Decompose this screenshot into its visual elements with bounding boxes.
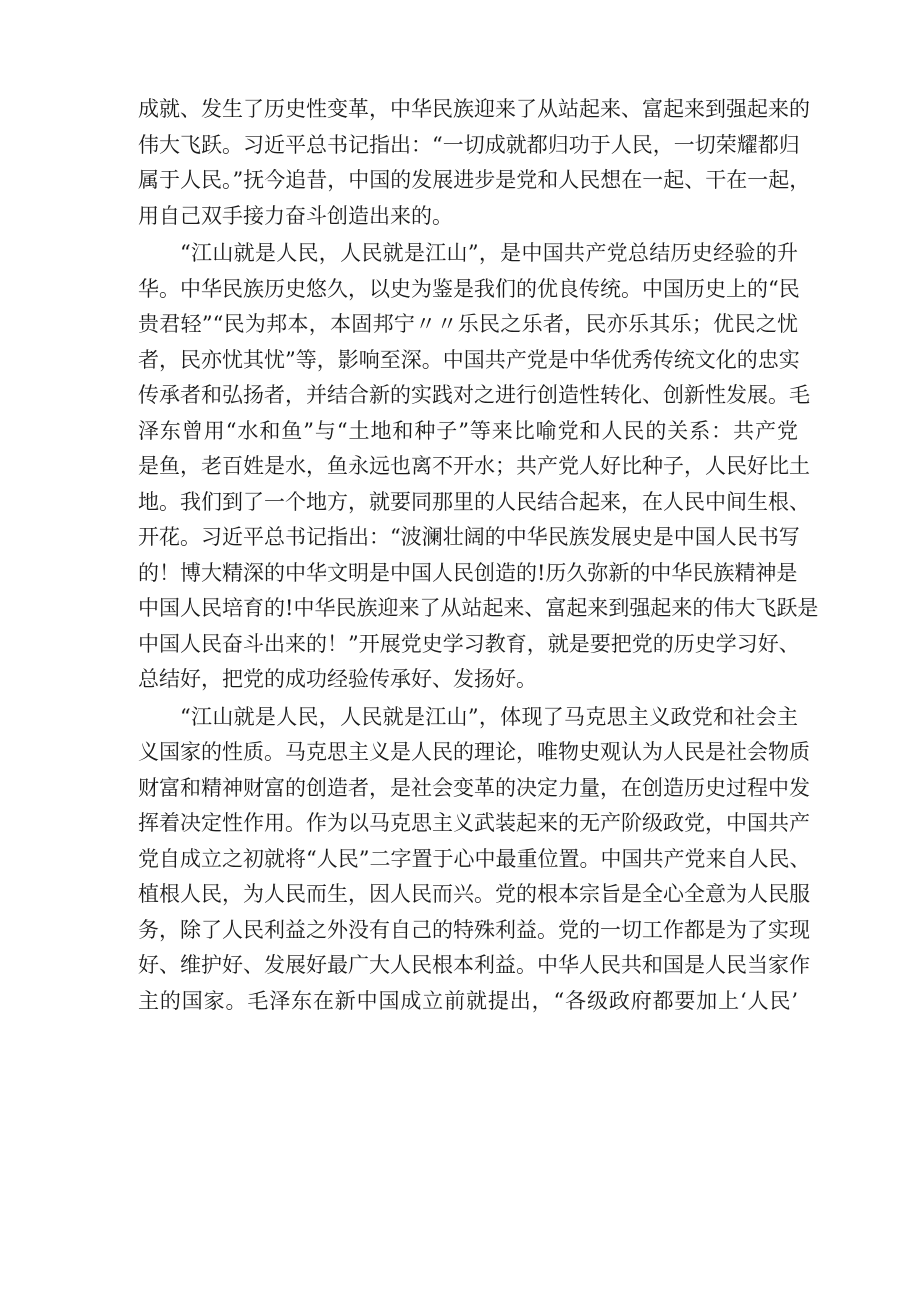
text-line: 植根人民，为人民而生，因人民而兴。党的根本宗旨是全心全意为人民服 bbox=[138, 882, 810, 906]
text-line: 属于人民。”抚今追昔，中国的发展进步是党和人民想在一起、干在一起， bbox=[138, 168, 811, 192]
text-line: 泽东曾用“水和鱼”与“土地和种子”等来比喻党和人民的关系：共产党 bbox=[138, 418, 798, 443]
text-line: 者，民亦忧其忧”等，影响至深。中国共产党是中华优秀传统文化的忠实 bbox=[138, 347, 800, 372]
text-line: 贵君轻”“民为邦本，本固邦宁〃〃乐民之乐者，民亦乐其乐；优民之忧 bbox=[138, 312, 798, 336]
text-line: 好、维护好、发展好最广大人民根本利益。中华人民共和国是人民当家作 bbox=[138, 953, 810, 977]
text-line: 是鱼，老百姓是水，鱼永远也离不开水；共产党人好比种子，人民好比土 bbox=[138, 454, 810, 478]
document-body bbox=[138, 92, 819, 1021]
paragraph-2 bbox=[138, 236, 819, 698]
text-line: “江山就是人民，人民就是江山”，是中国共产党总结历史经验的升 bbox=[180, 241, 798, 265]
text-line: 财富和精神财富的创造者，是社会变革的决定力量，在创造历史过程中发 bbox=[138, 775, 810, 800]
text-line: 开花。习近平总书记指出：“波澜壮阔的中华民族发展史是中国人民书写 bbox=[138, 525, 800, 549]
text-line: 中国人民奋斗出来的！”开展党史学习教育，就是要把党的历史学习好、 bbox=[138, 631, 800, 656]
text-line: 义国家的性质。马克思主义是人民的理论，唯物史观认为人民是社会物质 bbox=[138, 740, 810, 764]
text-line: 主的国家。毛泽东在新中国成立前就提出，“各级政府都要加上‘人民’ bbox=[138, 988, 798, 1013]
text-line: 伟大飞跃。习近平总书记指出：“一切成就都归功于人民，一切荣耀都归 bbox=[138, 132, 800, 157]
text-line: 用自己双手接力奋斗创造出来的。 bbox=[138, 203, 453, 228]
text-line: 务，除了人民利益之外没有自己的特殊利益。党的一切工作都是为了实现 bbox=[138, 917, 810, 942]
text-line: 成就、发生了历史性变革，中华民族迎来了从站起来、富起来到强起来的 bbox=[138, 97, 810, 121]
text-line: 中国人民培育的!中华民族迎来了从站起来、富起来到强起来的伟大飞跃是 bbox=[138, 596, 819, 620]
text-line: 挥着决定性作用。作为以马克思主义武装起来的无产阶级政党，中国共产 bbox=[138, 811, 810, 835]
text-line: 地。我们到了一个地方，就要同那里的人民结合起来，在人民中间生根、 bbox=[138, 489, 810, 514]
text-line: 的！博大精深的中华文明是中国人民创造的!历久弥新的中华民族精神是 bbox=[138, 560, 798, 585]
text-line: “江山就是人民，人民就是江山”，体现了马克思主义政党和社会主 bbox=[180, 704, 798, 729]
text-line: 华。中华民族历史悠久，以史为鉴是我们的优良传统。中国历史上的“民 bbox=[138, 276, 800, 301]
paragraph-1 bbox=[138, 92, 811, 234]
paragraph-3 bbox=[138, 700, 811, 1020]
text-line: 党自成立之初就将“人民”二字置于心中最重位置。中国共产党来自人民、 bbox=[138, 846, 811, 871]
text-line: 总结好，把党的成功经验传承好、发扬好。 bbox=[138, 667, 537, 691]
text-line: 传承者和弘扬者，并结合新的实践对之进行创造性转化、创新性发展。毛 bbox=[138, 383, 810, 407]
